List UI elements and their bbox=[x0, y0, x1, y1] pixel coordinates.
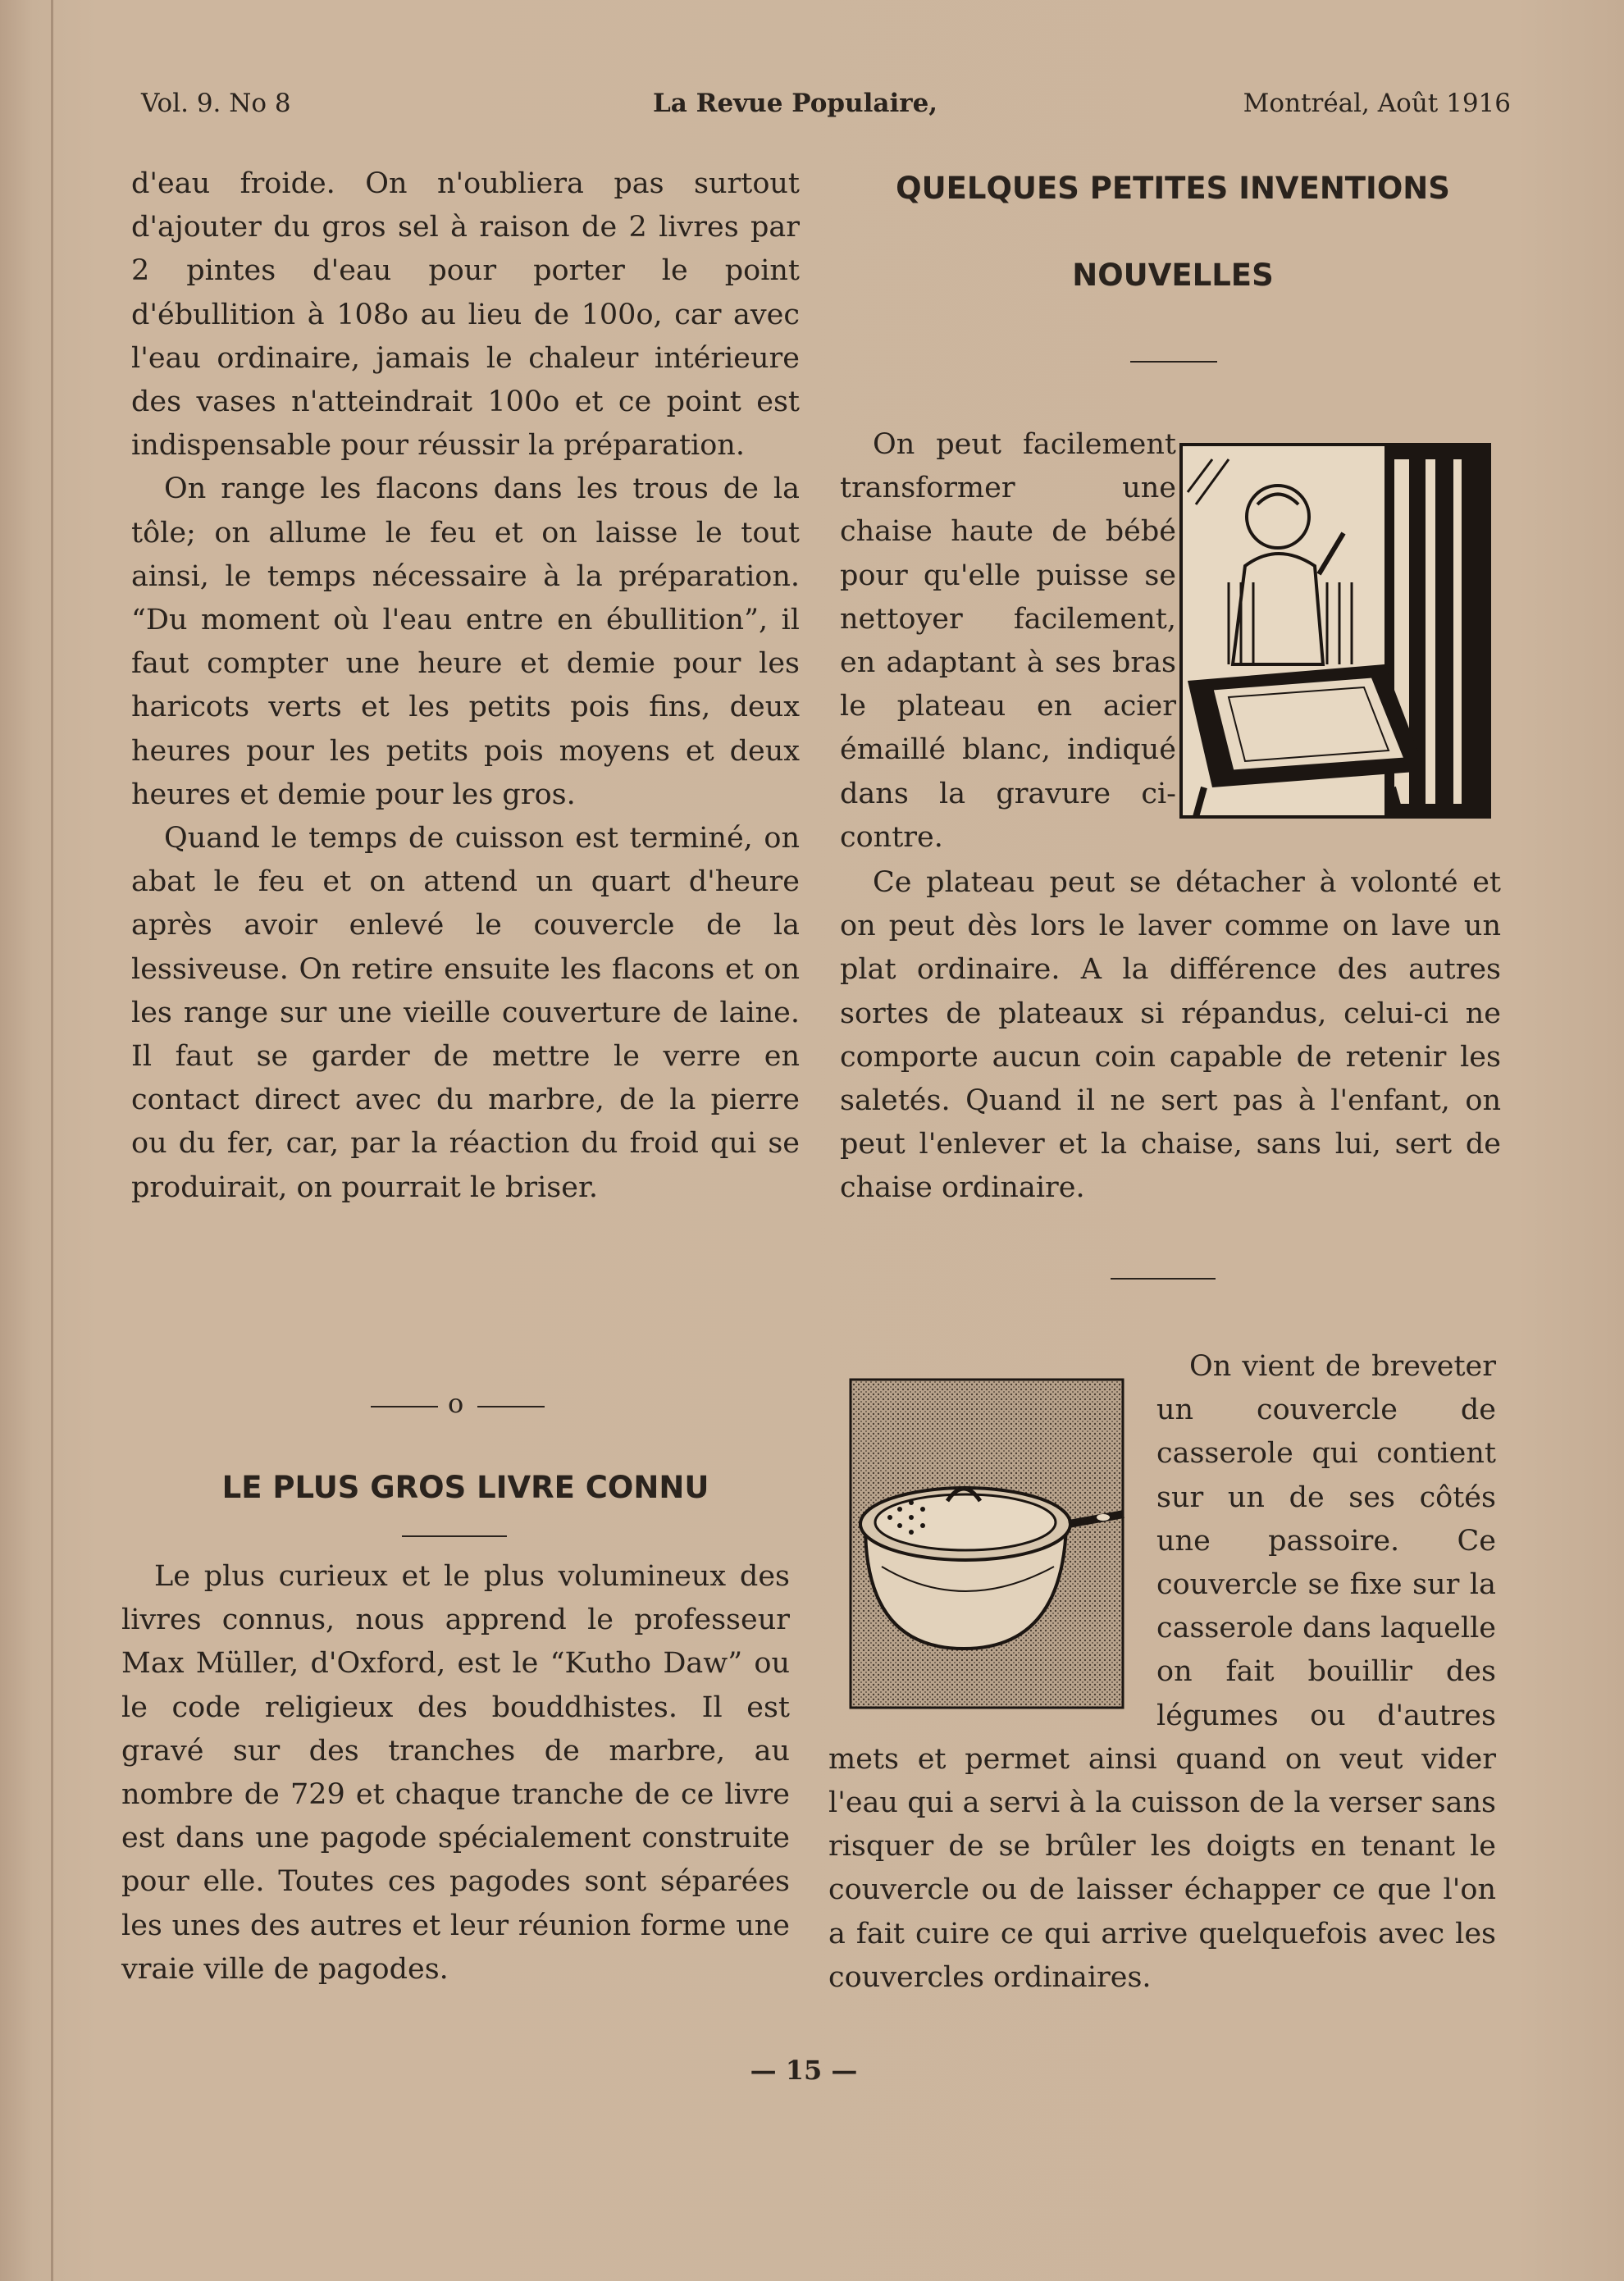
left-column-text bbox=[131, 162, 800, 1210]
inventions-separator bbox=[1111, 1278, 1216, 1280]
publication-title: La Revue Populaire, bbox=[653, 89, 938, 118]
page-number: — 15 — bbox=[750, 2055, 858, 2086]
binding-edge bbox=[51, 0, 53, 2281]
largest-book-paragraph: Le plus curieux et le plus volumineux des livres connus, nous apprend le professeur Max Müller, d'Oxford, est le “Kutho Daw” ou le code religieux des bouddhistes. Il est gravé sur des tranches de marbre, au nombre de 729 et chaque tranche de ce livre est dans une pagode spécialement construite pour elle. Toutes ces pagodes sont séparées les unes des autres et leur réunion forme une vraie ville de pagodes. bbox=[121, 1560, 790, 1986]
high-chair-paragraph-2: Ce plateau peut se détacher à volonté et on peut dès lors le laver comme on lave un plat ordinaire. A la différence des autres sortes de plateaux si répandus, celui-ci ne comporte aucun coin capable de retenir les saletés. Quand il ne sert pas à l'enfant, on peut l'enlever et la chaise, sans lui, sert de chaise ordinaire. bbox=[840, 866, 1501, 1205]
heading-underline bbox=[402, 1535, 507, 1537]
high-chair-paragraph-1: On peut facilement transformer une chaise haute de bébé pour qu'elle puisse se nettoyer facilement, en adaptant à ses bras le plateau en acier émaillé blanc, indiqué dans la gravure ci-contre. bbox=[840, 428, 1176, 854]
figure-float-spacer bbox=[828, 1345, 1156, 1731]
canning-paragraph-3: Quand le temps de cuisson est terminé, on abat le feu et on attend un quart d'heure après avoir enlevé le couvercle de la lessiveuse. On retire ensuite les flacons et on les range sur une vieille couverture de laine. Il faut se garder de mettre le verre en contact direct avec du marbre, de la pierre ou du fer, car, par la réaction du froid qui se produirait, on pourrait le briser. bbox=[131, 822, 800, 1204]
inventions-heading-line-2: NOUVELLES bbox=[1072, 258, 1274, 293]
inventions-heading-line-1: QUELQUES PETITES INVENTIONS bbox=[896, 171, 1450, 206]
section-separator-left bbox=[371, 1406, 438, 1407]
place-date: Montréal, Août 1916 bbox=[1243, 89, 1511, 118]
high-chair-engraving bbox=[1179, 443, 1491, 819]
high-chair-text bbox=[840, 861, 1501, 1211]
high-chair-illustration bbox=[1179, 443, 1491, 819]
separator-mark: o bbox=[448, 1388, 464, 1419]
section-separator-right bbox=[477, 1406, 545, 1407]
strainer-lid-paragraph: On vient de breveter un couvercle de casserole qui contient sur un de ses côtés une passoire. Ce couvercle se fixe sur la casserole dans laquelle on fait bouillir des légumes ou d'autres mets et permet ainsi quand on veut vider l'eau qui a servi à la cuisson de la verser sans risquer de se brûler les doigts en tenant le couvercle ou de laisser échapper ce que l'on a fait cuire ce qui arrive quelquefois avec les couvercles ordinaires. bbox=[828, 1350, 1496, 1994]
largest-book-text bbox=[121, 1555, 790, 1991]
inventions-heading-rule bbox=[1130, 361, 1217, 363]
page-header bbox=[141, 89, 1511, 130]
volume-number: Vol. 9. No 8 bbox=[141, 89, 291, 118]
high-chair-text-wrapped bbox=[840, 423, 1176, 860]
canning-paragraph-2: On range les flacons dans les trous de la tôle; on allume le feu et on laisse le tout ainsi, le temps nécessaire à la préparation. “Du moment où l'eau entre en ébullition”, il faut compter une heure et demie pour les haricots verts et les petits pois fins, deux heures pour les petits pois moyens et deux heures et demie pour les gros. bbox=[131, 472, 800, 811]
strainer-lid-text bbox=[828, 1345, 1496, 2000]
canning-paragraph-1: d'eau froide. On n'oubliera pas surtout d'ajouter du gros sel à raison de 2 livres par 2 pintes d'eau pour porter le point d'ébullition à 108o au lieu de 100o, car avec l'eau ordinaire, jamais le chaleur intérieure des vases n'atteindrait 100o et ce point est indispensable pour réussir la préparation. bbox=[131, 167, 800, 463]
largest-book-heading: LE PLUS GROS LIVRE CONNU bbox=[221, 1470, 709, 1505]
